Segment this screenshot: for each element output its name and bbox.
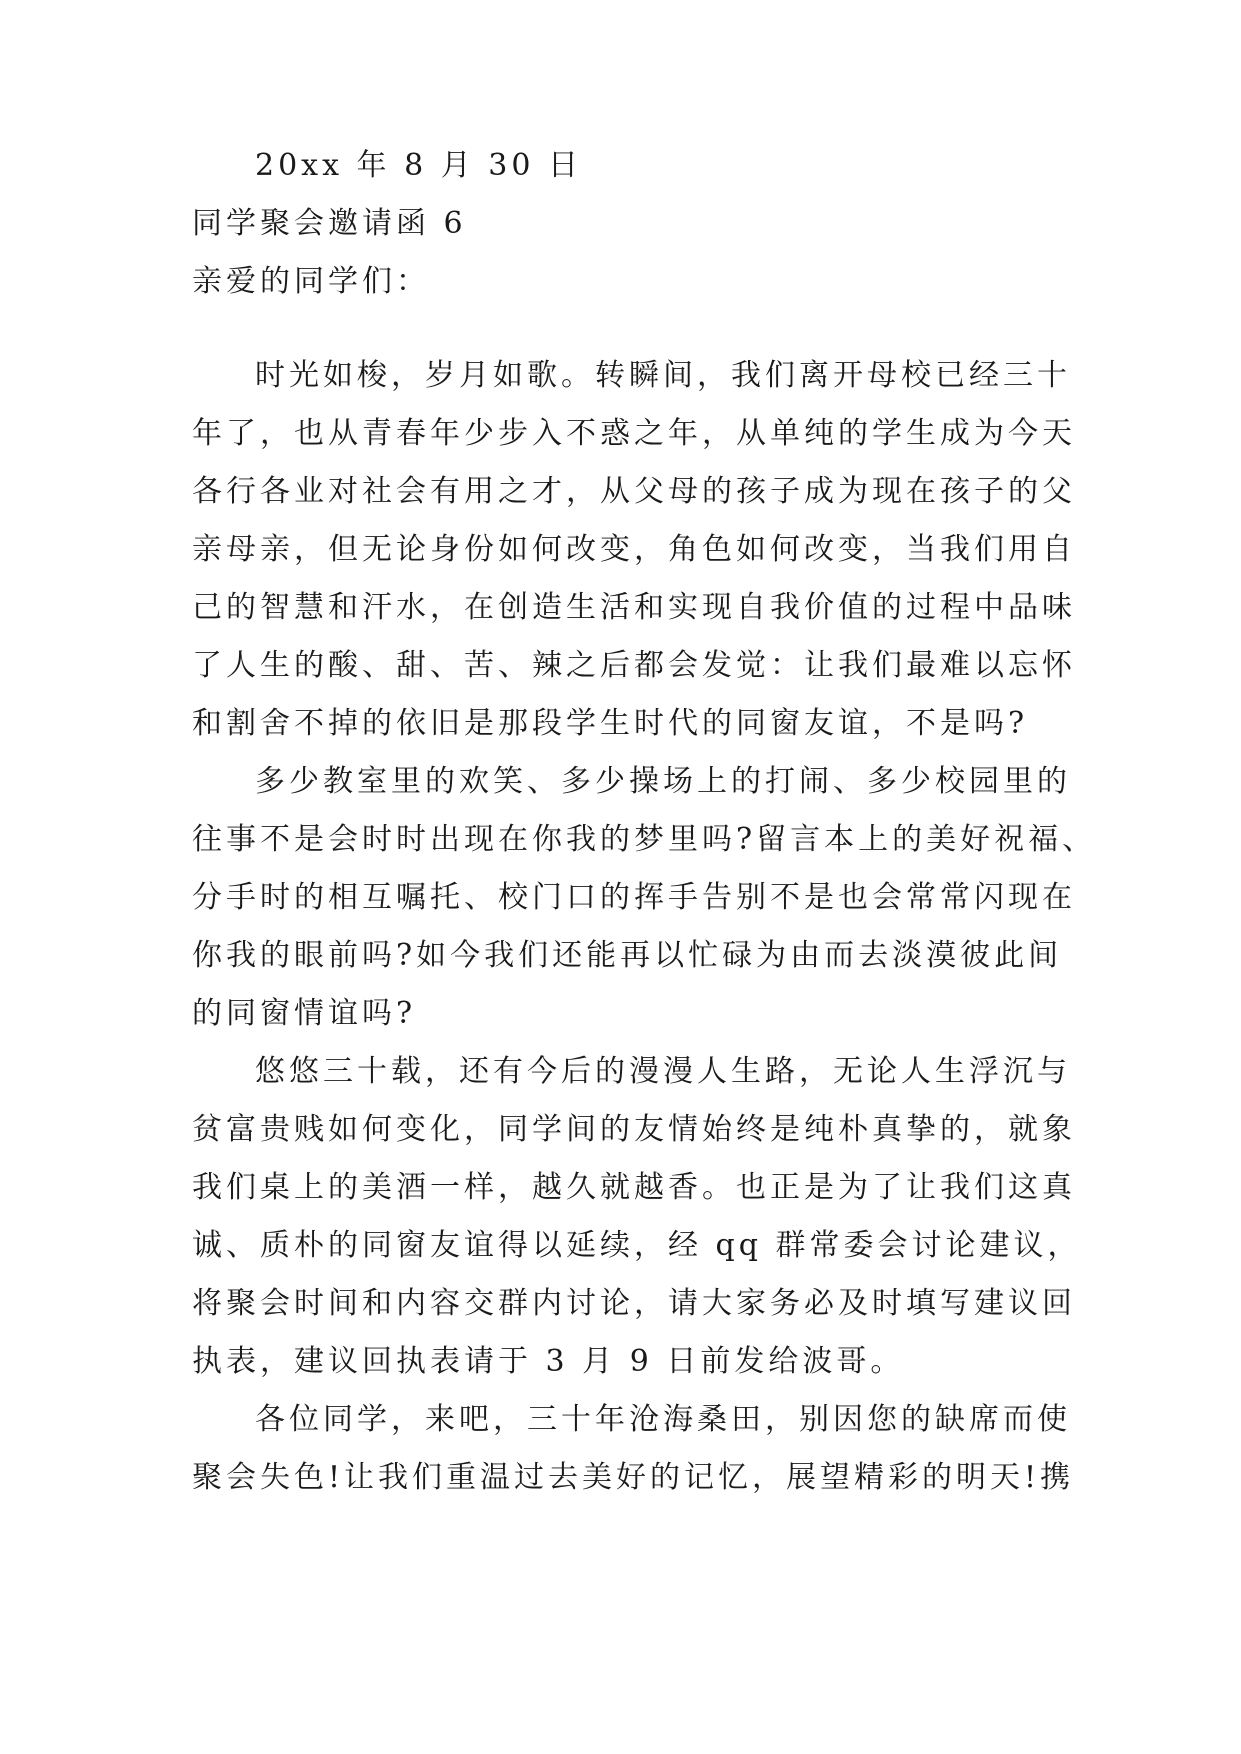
- paragraph-line: 贫富贵贱如何变化，同学间的友情始终是纯朴真挚的，就象: [192, 1112, 1076, 1147]
- paragraph-line: 年了，也从青春年少步入不惑之年，从单纯的学生成为今天: [192, 416, 1076, 451]
- paragraph-line: 亲母亲，但无论身份如何改变，角色如何改变，当我们用自: [192, 532, 1076, 567]
- paragraph-line: 和割舍不掉的依旧是那段学生时代的同窗友谊，不是吗?: [192, 706, 1029, 741]
- paragraph-2: [192, 753, 1097, 1043]
- paragraph-line: 各位同学，来吧，三十年沧海桑田，别因您的缺席而使: [255, 1402, 1071, 1437]
- paragraph-4: [192, 1391, 1075, 1507]
- paragraph-line: 聚会失色!让我们重温过去美好的记忆，展望精彩的明天!携: [192, 1460, 1075, 1495]
- paragraph-line: 各行各业对社会有用之才，从父母的孩子成为现在孩子的父: [192, 474, 1076, 509]
- paragraph-line: 将聚会时间和内容交群内讨论，请大家务必及时填写建议回: [192, 1286, 1076, 1321]
- paragraph-line: 悠悠三十载，还有今后的漫漫人生路，无论人生浮沉与: [255, 1054, 1071, 1089]
- paragraph-line: 时光如梭，岁月如歌。转瞬间，我们离开母校已经三十: [255, 358, 1071, 393]
- paragraph-line: 的同窗情谊吗?: [192, 996, 417, 1031]
- paragraph-line: 分手时的相互嘱托、校门口的挥手告别不是也会常常闪现在: [192, 880, 1076, 915]
- paragraph-line: 你我的眼前吗?如今我们还能再以忙碌为由而去淡漠彼此间: [192, 938, 1063, 973]
- paragraph-1: [192, 347, 1076, 753]
- paragraph-line: 执表，建议回执表请于 3 月 9 日前发给波哥。: [192, 1344, 905, 1379]
- paragraph-3: [192, 1043, 1082, 1391]
- salutation: 亲爱的同学们：: [192, 264, 430, 299]
- paragraph-line: 诚、质朴的同窗友谊得以延续，经 qq 群常委会讨论建议，: [192, 1228, 1082, 1263]
- date-line: 20xx 年 8 月 30 日: [255, 148, 582, 183]
- paragraph-line: 了人生的酸、甜、苦、辣之后都会发觉：让我们最难以忘怀: [192, 648, 1076, 683]
- paragraph-line: 多少教室里的欢笑、多少操场上的打闹、多少校园里的: [255, 764, 1071, 799]
- paragraph-line: 我们桌上的美酒一样，越久就越香。也正是为了让我们这真: [192, 1170, 1076, 1205]
- document-title: 同学聚会邀请函 6: [192, 206, 467, 241]
- header-block: [192, 137, 1052, 311]
- paragraph-line: 己的智慧和汗水，在创造生活和实现自我价值的过程中品味: [192, 590, 1076, 625]
- paragraph-line: 往事不是会时时出现在你我的梦里吗?留言本上的美好祝福、: [192, 822, 1097, 857]
